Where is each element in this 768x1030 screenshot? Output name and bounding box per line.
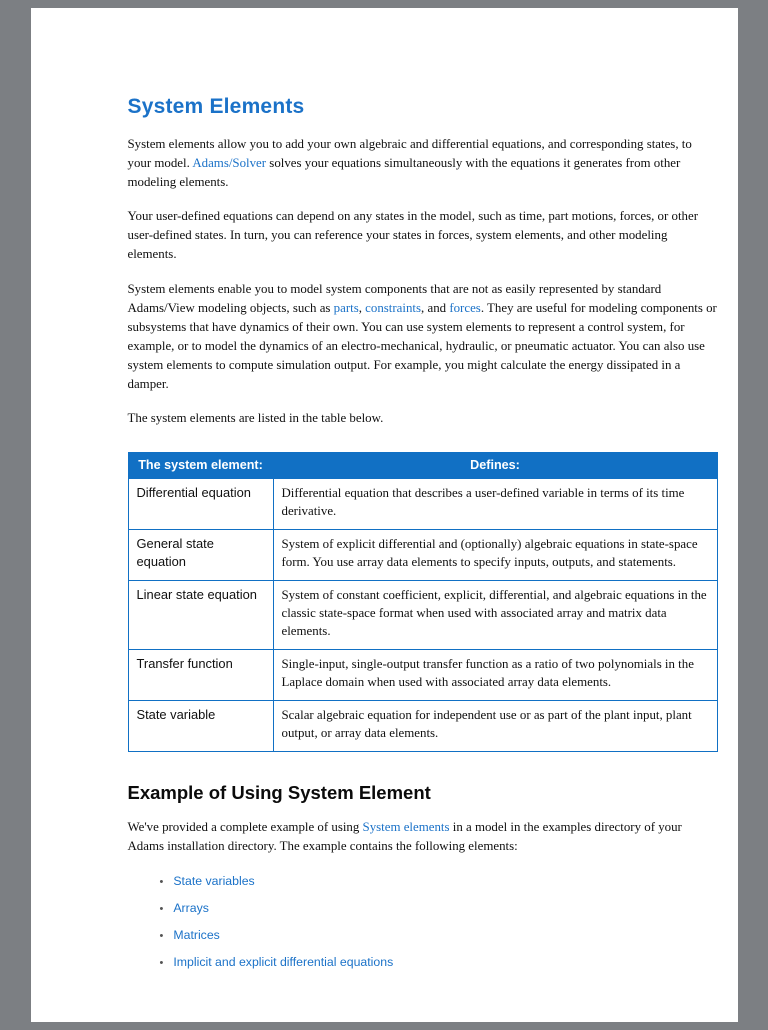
list-item — [160, 928, 718, 942]
paragraph-user-defined — [128, 207, 718, 264]
table-cell-defines: Differential equation that describes a user-defined variable in terms of its time derivative. — [273, 478, 717, 529]
link-forces[interactable]: forces — [449, 300, 481, 315]
table-cell-element-link-differential-equation[interactable]: Differential equation — [128, 478, 273, 529]
text-segment: , — [358, 300, 366, 315]
table-row — [128, 701, 717, 752]
system-elements-table — [128, 452, 718, 752]
table-header-row — [128, 453, 717, 478]
table-header-defines: Defines: — [273, 453, 717, 478]
bullet-icon: • — [159, 957, 164, 970]
text-segment: solves your equations simultaneously with the equations it generates from other modeling elements. — [127, 156, 681, 190]
paragraph-example-intro — [128, 818, 718, 856]
link-implicit-and-explicit-differential-equations[interactable]: Implicit and explicit differential equations — [173, 955, 394, 970]
link-parts[interactable]: parts — [333, 300, 359, 315]
table-row — [128, 529, 717, 580]
text-segment: . They are useful for modeling components or subsystems that have dynamics of their own. You can use system elements to represent a control system, for example, or to model the dynamics of an electro-mechanical, hydraulic, or pneumatic actuator. You can also use system elements to compute simulation output. For example, you might calculate the energy dissipated in a damper. — [127, 300, 717, 392]
table-header-element: The system element: — [128, 453, 273, 478]
table-cell-element-link-linear-state-equation[interactable]: Linear state equation — [128, 580, 273, 649]
table-cell-element-link-general-state-equation[interactable]: General state equation — [128, 529, 273, 580]
table-cell-defines: Scalar algebraic equation for independent use or as part of the plant input, plant output, or array data elements. — [273, 701, 717, 752]
table-row — [128, 650, 717, 701]
link-system-elements[interactable]: System elements — [362, 820, 450, 835]
paragraph-intro — [128, 135, 718, 192]
list-item — [160, 901, 718, 915]
text-segment: We've provided a complete example of using — [127, 820, 363, 835]
text-segment: The system elements are listed in the table below. — [127, 411, 384, 426]
link-constraints[interactable]: constraints — [365, 300, 422, 315]
table-cell-defines: System of constant coefficient, explicit, differential, and algebraic equations in the classic state-space format when used with associated array and matrix data elements. — [273, 580, 717, 649]
text-segment: , and — [421, 300, 450, 315]
list-item — [160, 955, 718, 969]
bullet-icon: • — [159, 876, 164, 889]
link-adams-solver[interactable]: Adams/Solver — [192, 156, 267, 171]
text-segment: in a model in the examples directory of your Adams installation directory. The example contains the following elements: — [127, 820, 682, 854]
example-elements-list — [128, 874, 718, 969]
table-cell-element-link-state-variable[interactable]: State variable — [128, 701, 273, 752]
list-item — [160, 874, 718, 888]
table-row — [128, 580, 717, 649]
paragraph-table-lead — [128, 409, 718, 428]
bullet-icon: • — [159, 903, 164, 916]
bullet-icon: • — [159, 930, 164, 943]
paragraph-standard-objects — [128, 280, 718, 395]
table-cell-defines: System of explicit differential and (optionally) algebraic equations in state-space form. You use array data elements to specify inputs, outputs, and statements. — [273, 529, 717, 580]
system-elements-table-body — [128, 478, 717, 752]
document-page — [31, 8, 738, 1022]
link-matrices[interactable]: Matrices — [173, 928, 220, 943]
page-title: System Elements — [127, 95, 305, 118]
link-arrays[interactable]: Arrays — [173, 901, 209, 916]
table-cell-element-link-transfer-function[interactable]: Transfer function — [128, 650, 273, 701]
table-row — [128, 478, 717, 529]
text-segment: System elements allow you to add your own algebraic and differential equations, and corresponding states, to your model. — [127, 137, 692, 171]
link-state-variables[interactable]: State variables — [173, 874, 255, 889]
table-cell-defines: Single-input, single-output transfer function as a ratio of two polynomials in the Laplace domain when used with associated array data elements. — [273, 650, 717, 701]
text-segment: System elements enable you to model system components that are not as easily represented by standard Adams/View modeling objects, such as — [127, 281, 662, 315]
section-title-example: Example of Using System Element — [127, 782, 431, 804]
text-segment: Your user-defined equations can depend on any states in the model, such as time, part motions, forces, or other user-defined states. In turn, you can reference your states in forces, system elements, and other modeling elements. — [127, 209, 698, 262]
